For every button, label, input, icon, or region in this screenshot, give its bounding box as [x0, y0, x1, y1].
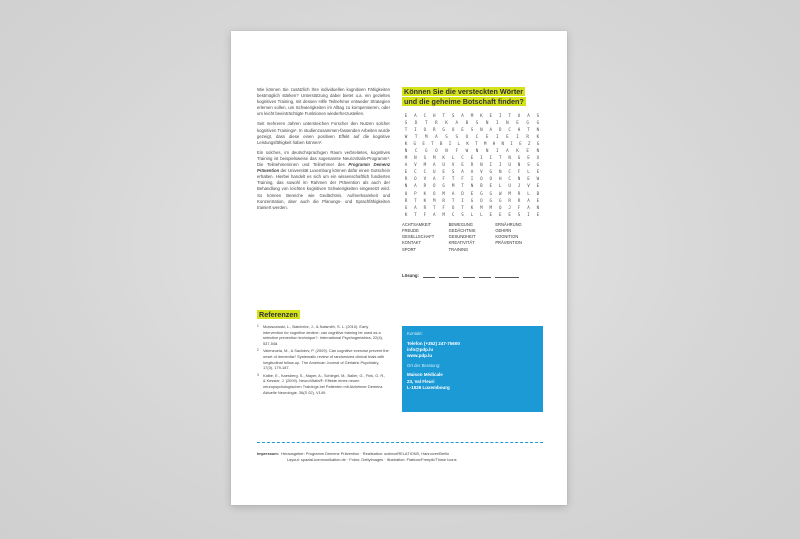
puzzle-title-line-1: Können Sie die versteckten Wörter [404, 87, 524, 96]
reference-item [257, 373, 389, 396]
word-item: ERNÄHRUNG [495, 221, 522, 227]
grid-row: R O V A F T F I O O H C N E W [404, 176, 540, 182]
word-item: SPORT [402, 246, 417, 252]
reference-text: Mowszowski, L., Batchelor, J., & Naismith, S. L. (2010). Early intervention for cognitive decline: can cognitive training be used as a selective prevention technique?. International Psychogeriatrics, 22(4), 537-548. [263, 324, 384, 347]
grid-row: T I O R G O E S N A D C H T N [404, 127, 540, 133]
grid-row: A V M A U V E R N I I U N S G [404, 162, 540, 168]
solution-blank [439, 274, 459, 278]
contact-web: www.pdp.lu [407, 353, 433, 359]
word-item: GESELLSCHAFT [402, 234, 435, 240]
grid-row: K T F A M C S L L E E E S I E [404, 211, 540, 217]
grid-row: R T K M R T I G O G G R R A E [404, 197, 540, 203]
paragraph-3-start: Ein solches, im deutschsprachigen Raum verbreitetes, kognitives Training ist beispielsweise das sogenannte NeuroVitalis-Programm³. Die Teilnehmerinnen und Teilnehmer des [257, 149, 390, 168]
puzzle-title [402, 87, 542, 107]
grid-row: N C G O N F W N N I A K E N [404, 148, 540, 154]
reference-text: Kalbe, E., Kaesberg, S., Mayer, A., Schlegel, M., Baller, G., Fink, G. R., & Kessler, J. (2009). NeuroVitalis®: Effekte eines neuen neuropsychologischen Trainings bei Patienten mit Alzheimer Demenz. Aktuelle Neurologie, 36(S 02), V149. [263, 372, 386, 395]
reference-number: 3 [257, 372, 259, 377]
paragraph-2: Seit mehreren Jahren untersteichen Forscher den Nutzen solcher kognitiven Trainings¹. In studienzusammen-fassenden Arbeiten wurde gezeigt, dass diese einen positiven Effekt auf die kognitive Leistungsfähigkeit haben können². [257, 121, 390, 145]
paragraph-1: Wie können Sie zusätzlich Ihre individuellen kognitiven Fähigkeiten bestmöglich stärken? Unterstützung dabei bietet u.a. ein gezieltes kognitives Training, mit dessen Hilfe Teilnehmer entweder Strategien erlernen sollen, um Schwierigkeiten im Alltag zu kompensieren, oder um leicht beeinträchtigte Funktionen wiederherzustellen. [257, 87, 390, 117]
reference-item [257, 348, 389, 371]
word-item: GESUNDHEIT [448, 234, 476, 240]
references-heading [257, 310, 300, 320]
grid-row: W T M A S S O C E I E I R K [404, 134, 540, 140]
word-item: FREUDE [402, 227, 419, 233]
contact-label: Kontakt: [407, 331, 423, 336]
solution-line [402, 273, 542, 278]
reference-number: 1 [257, 324, 259, 328]
word-search-puzzle [402, 87, 542, 278]
place-name: Maison Médicale [407, 372, 443, 378]
word-item: BEWEGUNG [448, 221, 473, 227]
grid-row: E C C U E S A A V G N C F L E [404, 169, 540, 175]
solution-blank [423, 274, 435, 278]
word-item: GEHIRN [495, 227, 512, 233]
impressum-line-1: Herausgeber: Programm Demenz Prävention · Realisation: scienceRELATIONS, Hannover/Berlin [281, 451, 450, 456]
grid-row: G A R T F O T K M M Q J F A N [404, 204, 540, 210]
word-item: KONTAKT [402, 240, 422, 246]
intro-text-column [257, 87, 390, 215]
solution-blank [463, 274, 475, 278]
references-heading-text: Referenzen [259, 310, 298, 319]
reference-item [257, 324, 389, 347]
contact-phone: Telefon (+352) 247-75600 [407, 340, 460, 346]
grid-row: N A R O G M T N B E L U J V E [404, 183, 540, 189]
word-list [402, 222, 542, 253]
grid-row: K G E T B I L K T M H N I E Z G [404, 141, 540, 147]
puzzle-title-line-2: und die geheime Botschaft finden? [404, 97, 524, 106]
place-label: Ort der Beratung: [407, 362, 441, 368]
word-item: GEDÄCHTNIS [448, 227, 476, 233]
impressum [257, 451, 543, 463]
place-street: 23, Val Fleuri [407, 378, 435, 384]
grid-row: M N S M K L C E I I T N G E U [404, 155, 540, 161]
impressum-label: Impressum: [257, 451, 280, 456]
letter-grid [402, 112, 542, 218]
solution-label: Lösung: [402, 272, 419, 278]
program-name: Programm Demenz Prävention [257, 162, 390, 174]
paragraph-3-end: der Universität Luxemburg können dafür einen Gutschein erhalten. Hierbei handelt es sich um ein wissenschaftlich fundiertes Training, das sowohl im Rahmen der Prävention als auch der Behandlung von leichten kognitiven Schwierigkeiten eingesetzt wird. So können Bereiche wie Gedächtnis, Aufmerksamkeit und Konzentration, aber auch die Planungs- und Sprachfähigkeiten trainiert werden. [257, 168, 390, 210]
place-city: L-1526 Luxembourg [407, 385, 450, 391]
word-item: ACHTSAMKEIT [402, 221, 432, 227]
word-item: KREATIVITÄT [448, 240, 475, 246]
solution-blank [495, 274, 519, 278]
dashed-divider [257, 442, 543, 443]
contact-box [402, 326, 543, 412]
paragraph-3 [257, 150, 390, 211]
grid-row: U P K O M A D E G G W M R L B [404, 190, 540, 196]
reference-number: 2 [257, 348, 259, 353]
word-item [495, 247, 542, 253]
solution-blank [479, 274, 491, 278]
references-list [257, 324, 389, 397]
word-item: PRÄVENTION [495, 240, 522, 246]
document-page [231, 31, 567, 505]
grid-row: E A C H T S A M K E I T U A S [404, 113, 540, 118]
contact-email: info@pdp.lu [407, 346, 434, 352]
impressum-line-2: Layout: spazial-kommunikation.de · Fotos: GettyImages · Illustration: Flaticon/Freepik/Those Icons [287, 457, 457, 462]
reference-text: Valenzuela, M., & Sachdev, P. (2009). Can cognitive exercise prevent the onset of dementia? Systematic review of randomized clinical trials with longitudinal follow-up. The American Journal of Geriatric Psychiatry, 17(3), 179-187. [263, 348, 389, 371]
word-item: KOGNITION [495, 234, 519, 240]
word-item: TRAINING [448, 246, 469, 252]
grid-row: S D T R K A B S N I N E G G [404, 120, 540, 126]
